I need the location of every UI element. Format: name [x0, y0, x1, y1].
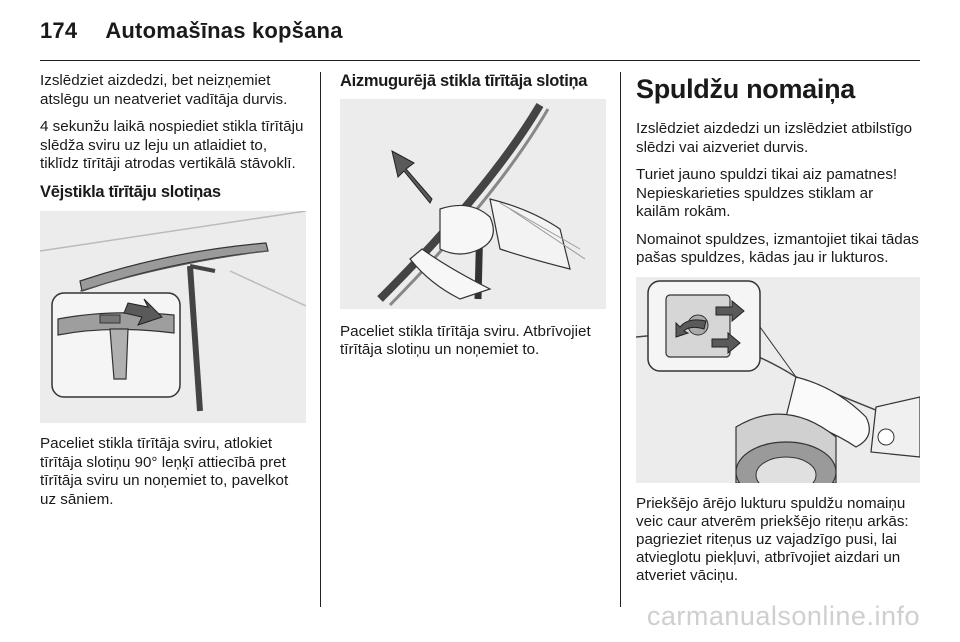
column-3	[636, 72, 920, 594]
figure-caption: Priekšējo ārējo lukturu spuldžu nomaiņu veic caur atverēm priekšējo riteņu arkās: pagrieziet riteņus uz vajadzīgo pusi, lai atvieglotu piekļuvi, atbrīvojiet aizdari un atveriet vāciņu.	[636, 494, 909, 584]
column-1	[40, 72, 306, 518]
paragraph: Izslēdziet aizdedzi un izslēdziet atbilstīgo slēdzi vai aizveriet durvis.	[636, 120, 913, 156]
section-heading: Aizmugurējā stikla tīrītāja slotiņa	[340, 72, 588, 90]
paragraph: Nomainot spuldzes, izmantojiet tikai tādas pašas spuldzes, kādas jau ir lukturos.	[636, 230, 919, 266]
watermark: carmanualsonline.info	[646, 601, 920, 631]
column-divider-1	[320, 72, 321, 607]
section-heading: Spuldžu nomaiņa	[636, 74, 856, 104]
page-title: Automašīnas kopšana	[105, 18, 343, 43]
page-number: 174	[40, 18, 78, 43]
paragraph: Turiet jauno spuldzi tikai aiz pamatnes! Nepieskarieties spuldzes stiklam ar kailām rokām.	[636, 166, 898, 220]
windshield-wiper-illustration	[40, 211, 306, 423]
column-2	[340, 72, 606, 369]
header-rule	[40, 60, 920, 61]
figure-caption: Paceliet stikla tīrītāja sviru. Atbrīvojiet tīrītāja slotiņu un noņemiet to.	[340, 322, 591, 358]
paragraph: 4 sekunžu laikā nospiediet stikla tīrītāju slēdža sviru uz leju un atlaidiet to, tiklīdz tīrītāji atrodas vertikālā stāvoklī.	[40, 118, 304, 172]
paragraph: Izslēdziet aizdedzi, bet neizņemiet atslēgu un neatveriet vadītāja durvis.	[40, 72, 288, 108]
figure-caption: Paceliet stikla tīrītāja sviru, atlokiet tīrītāja slotiņu 90° leņķī attiecībā pret tīrītāja sviru un noņemiet to, pavelkot uz sāniem.	[40, 435, 289, 508]
headlamp-access-illustration	[636, 277, 920, 483]
page-header	[40, 18, 343, 44]
section-heading: Vējstikla tīrītāju slotiņas	[40, 182, 221, 201]
column-divider-2	[620, 72, 621, 607]
rear-wiper-illustration	[340, 99, 606, 309]
